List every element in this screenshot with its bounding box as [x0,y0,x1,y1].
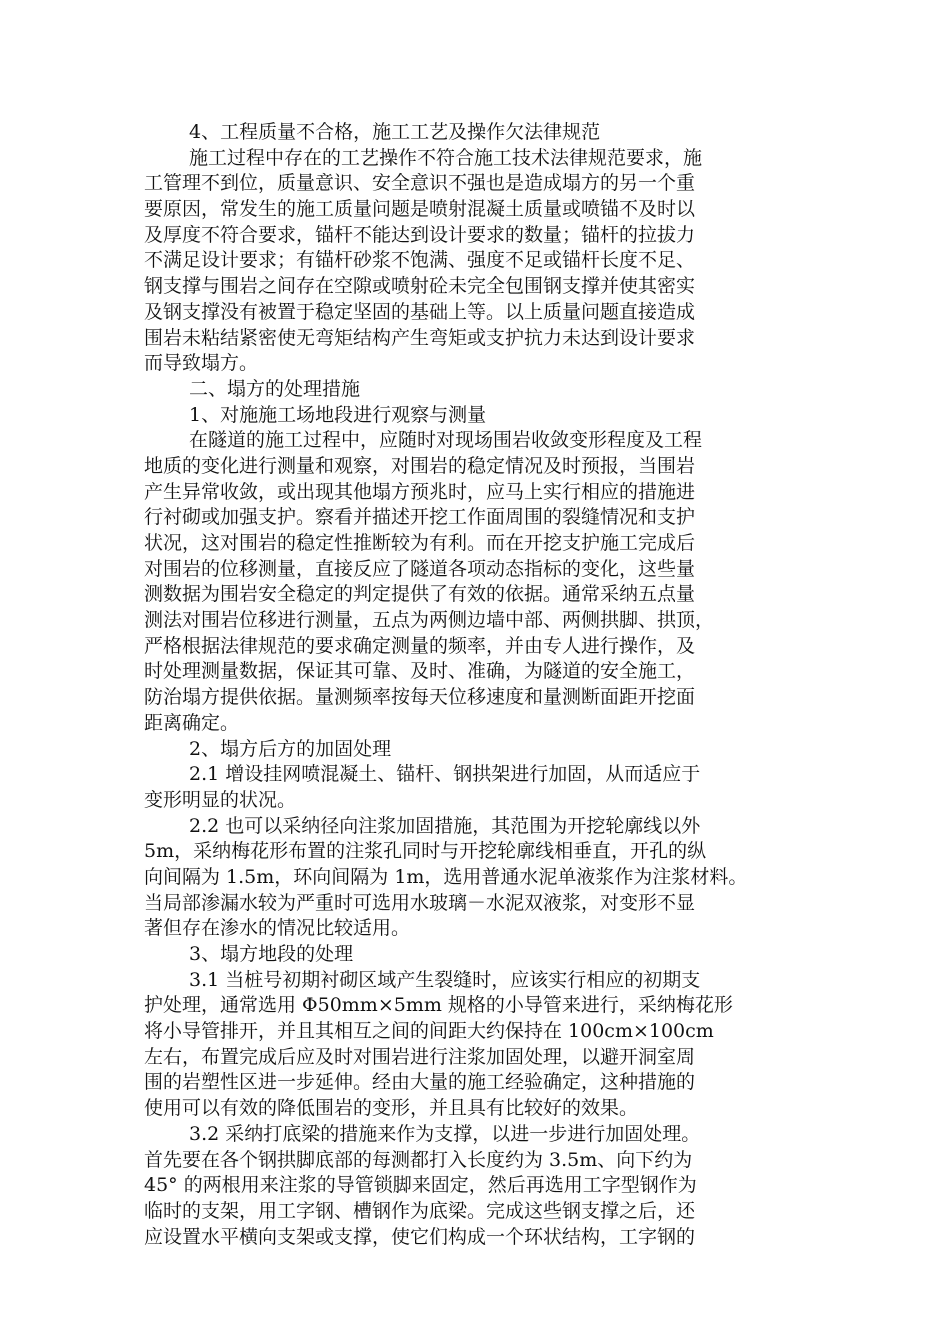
text-line: 防治塌方提供依据。量测频率按每天位移速度和量测断面距开挖面 [144,686,696,709]
text-line: 使用可以有效的降低围岩的变形，并且具有比较好的效果。 [144,1097,639,1120]
text-line: 时处理测量数据，保证其可靠、及时、准确，为隧道的安全施工， [144,660,696,683]
text-line: 施工过程中存在的工艺操作不符合施工技术法律规范要求，施 [189,146,703,169]
text-line: 45° 的两根用来注浆的导管锁脚来固定，然后再选用工字型钢作为 [144,1174,697,1197]
text-line: 及厚度不符合要求，锚杆不能达到设计要求的数量；锚杆的拉拔力 [144,223,696,246]
text-line: 而导致塌方。 [144,352,259,375]
text-line: 测数据为围岩安全稳定的判定提供了有效的依据。通常采纳五点量 [144,583,696,606]
text-line: 状况，这对围岩的稳定性推断较为有利。而在开挖支护施工完成后 [144,532,696,554]
text-line: 测法对围岩位移进行测量，五点为两侧边墙中部、两侧拱脚、拱顶， [144,609,715,632]
text-line: 2、塌方后方的加固处理 [189,737,392,760]
text-line: 在隧道的施工过程中，应随时对现场围岩收敛变形程度及工程 [189,429,703,452]
text-line: 地质的变化进行测量和观察，对围岩的稳定情况及时预报，当围岩 [144,454,696,477]
body-text [144,120,824,1250]
text-line: 将小导管排开，并且其相互之间的间距大约保持在 100cm×100cm [144,1020,714,1043]
text-line: 临时的支架，用工字钢、槽钢作为底梁。完成这些钢支撑之后，还 [144,1199,696,1222]
text-line: 2.1 增设挂网喷混凝土、锚杆、钢拱架进行加固，从而适应于 [189,763,701,786]
text-line: 钢支撑与围岩之间存在空隙或喷射砼未完全包围钢支撑并使其密实 [144,275,696,298]
text-line: 3.2 采纳打底梁的措施来作为支撑，以进一步进行加固处理。 [189,1122,701,1145]
text-line: 工管理不到位，质量意识、安全意识不强也是造成塌方的另一个重 [144,172,696,195]
text-line: 变形明显的状况。 [144,788,297,811]
text-line: 及钢支撑没有被置于稳定坚固的基础上等。以上质量问题直接造成 [144,300,696,323]
text-line: 距离确定。 [144,711,240,734]
text-line: 4、工程质量不合格，施工工艺及操作欠法律规范 [189,121,601,143]
text-line: 1、对施施工场地段进行观察与测量 [189,403,487,426]
text-line: 围岩未粘结紧密使无弯矩结构产生弯矩或支护抗力未达到设计要求 [144,326,696,349]
text-line: 应设置水平横向支架或支撑，使它们构成一个环状结构，工字钢的 [144,1225,696,1248]
text-line: 护处理，通常选用 Φ50mm×5mm 规格的小导管来进行，采纳梅花形 [144,994,733,1017]
text-line: 对围岩的位移测量，直接反应了隧道各项动态指标的变化，这些量 [144,557,696,580]
text-line: 围的岩塑性区进一步延伸。经由大量的施工经验确定，这种措施的 [144,1071,696,1094]
text-line: 向间隔为 1.5m，环向间隔为 1m，选用普通水泥单液浆作为注浆材料。 [144,865,748,888]
text-line: 首先要在各个钢拱脚底部的每测都打入长度约为 3.5m、向下约为 [144,1148,693,1171]
text-line: 3、塌方地段的处理 [189,943,354,965]
text-line: 著但存在渗水的情况比较适用。 [144,917,411,940]
text-line: 严格根据法律规范的要求确定测量的频率，并由专人进行操作，及 [144,634,696,657]
text-line: 行衬砌或加强支护。察看并描述开挖工作面周围的裂缝情况和支护 [144,506,696,529]
text-line: 不满足设计要求；有锚杆砂浆不饱满、强度不足或锚杆长度不足、 [144,249,696,272]
text-line: 5m，采纳梅花形布置的注浆孔同时与开挖轮廓线相垂直，开孔的纵 [144,840,707,863]
text-line: 要原因，常发生的施工质量问题是喷射混凝土质量或喷锚不及时以 [144,198,696,221]
text-line: 当局部渗漏水较为严重时可选用水玻璃－水泥双液浆，对变形不显 [144,891,696,914]
text-line: 二、塌方的处理措施 [189,377,361,400]
text-line: 2.2 也可以采纳径向注浆加固措施，其范围为开挖轮廓线以外 [189,814,701,837]
text-line: 3.1 当桩号初期衬砌区域产生裂缝时，应该实行相应的初期支 [189,968,701,991]
text-line: 产生异常收敛，或出现其他塌方预兆时，应马上实行相应的措施进 [144,480,696,503]
text-line: 左右，布置完成后应及时对围岩进行注浆加固处理，以避开洞室周 [144,1045,696,1068]
